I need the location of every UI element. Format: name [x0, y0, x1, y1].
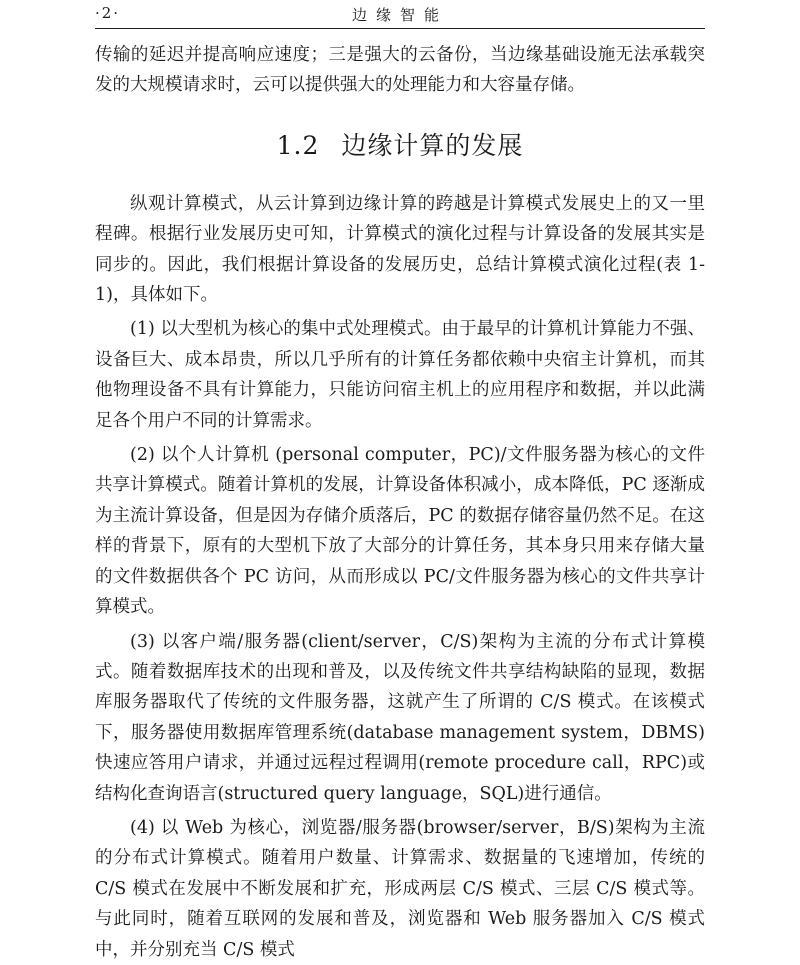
list-item-1: (1) 以大型机为核心的集中式处理模式。由于最早的计算机计算能力不强、设备巨大、成本昂贵，所以几乎所有的计算任务都依赖中央宿主计算机，而其他物理设备不具有计算能力，只能访问宿主机上的应用程序和数据，并以此满足各个用户不同的计算需求。: [95, 319, 705, 431]
list-item-4: (4) 以 Web 为核心，浏览器/服务器(browser/server，B/S)架构为主流的分布式计算模式。随着用户数量、计算需求、数据量的飞速增加，传统的 C/S 模式在发展中不断发展和扩充，形成两层 C/S 模式、三层 C/S 模式等。与此同时，随着互联网的发展和普及，浏览器和 Web 服务器加入 C/S 模式中，并分别充当 C/S 模式: [95, 817, 705, 960]
page-number: ·2·: [95, 4, 121, 22]
running-header: [95, 0, 705, 29]
section-number: 1.2: [276, 130, 320, 160]
section-title: 边缘计算的发展: [341, 130, 524, 160]
carryover-paragraph: 传输的延迟并提高响应速度；三是强大的云备份，当边缘基础设施无法承载突发的大规模请求时，云可以提供强大的处理能力和大容量存储。: [95, 45, 705, 96]
list-item-2: (2) 以个人计算机 (personal computer，PC)/文件服务器为核心的文件共享计算模式。随着计算机的发展，计算设备体积减小，成本降低，PC 逐渐成为主流计算设备，但是因为存储介质落后，PC 的数据存储容量仍然不足。在这样的背景下，原有的大型机下放了大部分的计算任务，其本身只用来存储大量的文件数据供各个 PC 访问，从而形成以 PC/文件服务器为核心的文件共享计算模式。: [95, 445, 705, 618]
list-item-3: (3) 以客户端/服务器(client/server，C/S)架构为主流的分布式计算模式。随着数据库技术的出现和普及，以及传统文件共享结构缺陷的显现，数据库服务器取代了传统的文件服务器，这就产生了所谓的 C/S 模式。在该模式下，服务器使用数据库管理系统(database management system，DBMS)快速应答用户请求，并通过远程过程调用(remote procedure call，RPC)或结构化查询语言(structured query language，SQL)进行通信。: [95, 631, 705, 804]
section-heading: [95, 129, 705, 163]
page-body: [95, 40, 705, 965]
intro-paragraph: 纵观计算模式，从云计算到边缘计算的跨越是计算模式发展史上的又一里程碑。根据行业发展历史可知，计算模式的演化过程与计算设备的发展其实是同步的。因此，我们根据计算设备的发展历史，总结计算模式演化过程(表 1-1)，具体如下。: [95, 193, 705, 306]
running-title: 边缘智能: [351, 6, 448, 24]
